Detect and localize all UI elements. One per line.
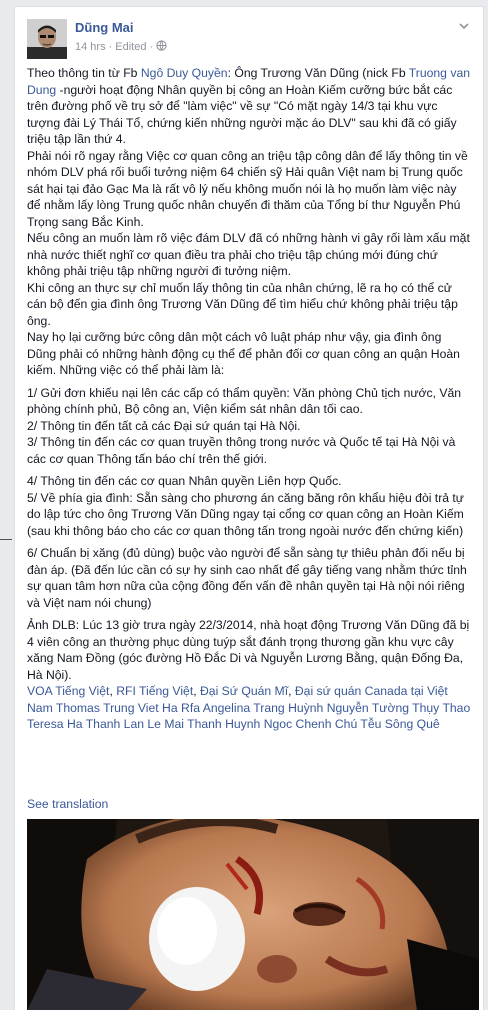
- mention-link[interactable]: Ngô Duy Quyền: [140, 66, 228, 80]
- post-body: [27, 65, 473, 733]
- paragraph: 4/ Thông tin đến các cơ quan Nhân quyền Liên hợp Quốc.: [27, 474, 342, 488]
- tag-link[interactable]: Thao Teresa Ha: [27, 700, 471, 731]
- post-meta: [75, 40, 167, 54]
- page-edge-mark: [0, 539, 12, 540]
- tag-link[interactable]: Ngoc Chenh: [263, 717, 332, 731]
- author-name[interactable]: Dũng Mai: [75, 20, 134, 35]
- globe-icon[interactable]: [156, 40, 167, 54]
- tag-link[interactable]: RFI Tiếng Việt: [116, 684, 194, 698]
- tag-link[interactable]: Chú Tễu: [334, 717, 382, 731]
- meta-separator: ·: [108, 41, 113, 53]
- tag-link[interactable]: Thomas Trung Viet Ha: [55, 700, 178, 715]
- tag-link[interactable]: Đại sứ quán Canada tại Việt Nam: [27, 684, 448, 715]
- post-card: [14, 6, 484, 1010]
- paragraph: 6/ Chuẩn bị xăng (đủ dùng) buộc vào người để sẵn sàng tự thiêu phản đối nếu bị đàn áp. (Đã đến lúc cần có sự hy sinh cao nhất để gây tiếng vang nhằm thức tỉnh sự quan tâm hơn nữa của cộng đồng đến vấn đề nhân quyền tại Hà nội nói riêng và Việt nam nói chung): [27, 546, 467, 610]
- timestamp[interactable]: 14 hrs: [75, 41, 106, 53]
- chevron-down-icon[interactable]: [457, 19, 471, 33]
- paragraph: 5/ Về phía gia đình: Sẵn sàng cho phương án căng băng rôn khẩu hiệu đòi trả tự do lập tức cho ông Trương Văn Dũng ngay tại cổng cơ quan công an Hoàn Kiếm (sau khi thông báo cho các cơ quan thông tấn trong ngoài nước đến chứng kiến): [27, 490, 464, 538]
- paragraph: Khi công an thực sự chỉ muốn lấy thông tin của nhân chứng, lẽ ra họ có thể cử cán bộ đến gia đình ông Trương Văn Dũng để tìm hiểu chứ không phải triệu tập ông.: [27, 280, 458, 328]
- mention-link[interactable]: Truong van Dung: [27, 66, 470, 97]
- meta-separator: ·: [149, 41, 154, 53]
- avatar[interactable]: [27, 19, 67, 59]
- tag-link[interactable]: Huỳnh Nguyễn Tường Thụy: [288, 700, 440, 715]
- see-translation-link[interactable]: See translation: [27, 797, 109, 811]
- paragraph: Nay họ lại cưỡng bức công dân một cách vô luật pháp như vậy, gia đình ông Dũng phải có những hành động cụ thể để phản đối cơ quan công an quận Hoàn kiếm. Những việc có thể phải làm là:: [27, 330, 460, 377]
- tag-link[interactable]: Đại Sứ Quán Mĩ: [200, 684, 289, 698]
- tag-link[interactable]: Mai Thanh Huynh: [164, 717, 261, 731]
- edited-label[interactable]: Edited: [115, 41, 147, 53]
- paragraph: Phải nói rõ ngay rằng Việc cơ quan công an triệu tập công dân để lấy thông tin về nhóm DLV phá rối buổi tưởng niệm 64 chiến sỹ Hải quân Việt nam bị Trung quốc sát hại tại đảo Gạc Ma là rất vô lý nếu không muốn nói là họ muốn làm việc này để nhằm lấy lòng Trung quốc nhân chuyến đi thăm của Tổng bí thư Nguyễn Phú Trọng sang Bắc Kinh.: [27, 148, 468, 229]
- paragraph: Theo thông tin từ Fb Ngô Duy Quyền: Ông Trương Văn Dũng (nick Fb Truong van Dung -người hoạt động Nhân quyền bị công an Hoàn Kiếm cưỡng bức bắt các trên đường phố về trụ sở để "làm việc" về sự "Có mặt ngày 14/3 tại khu vực tượng đài Lý Thái Tổ, chứng kiến những người mặc áo DLV" sau khi đã có giấy triệu tập lần thứ 4.: [27, 66, 470, 146]
- tagged-people: VOA Tiếng Việt, RFI Tiếng Việt, Đại Sứ Quán Mĩ, Đại sứ quán Canada tại Việt Nam Thomas Trung Viet Ha Rfa Angelina Trang Huỳnh Nguyễn Tường Thụy Thao Teresa Ha Thanh Lan Le Mai Thanh Huynh Ngoc Chenh Chú Tễu Sông Quê: [27, 684, 471, 731]
- tag-link[interactable]: Rfa Angelina Trang: [181, 700, 285, 715]
- post-photo[interactable]: [27, 819, 479, 1010]
- paragraph: Nếu công an muốn làm rõ việc đám DLV đã có những hành vi gây rối làm xấu mặt nhà nước thiết nghĩ cơ quan điều tra phải cho triệu tập chúng mới đúng chứ không phải triệu tập những người đi tưởng niệm.: [27, 231, 470, 278]
- paragraph: 1/ Gửi đơn khiếu nại lên các cấp có thẩm quyền: Văn phòng Chủ tịch nước, Văn phòng chính phủ, Bộ công an, Viện kiểm sát nhân dân tối cao.: [27, 385, 462, 416]
- paragraph: 2/ Thông tin đến tất cả các Đại sứ quán tại Hà Nội.: [27, 418, 301, 433]
- tag-link[interactable]: Sông Quê: [384, 717, 440, 731]
- paragraph: 3/ Thông tin đến các cơ quan truyền thông trong nước và Quốc tế tại Hà Nội và các cơ quan Thông tấn báo chí trên thế giới.: [27, 435, 456, 466]
- tag-link[interactable]: VOA Tiếng Việt: [27, 684, 110, 698]
- tag-link[interactable]: Thanh Lan Le: [85, 717, 161, 731]
- paragraph: Ảnh DLB: Lúc 13 giờ trưa ngày 22/3/2014, nhà hoạt động Trương Văn Dũng đã bị 4 viên công an thường phục dùng tuýp sắt đánh trọng thương gần khu vực cây xăng Nam Đồng (góc đường Hồ Đắc Di và Nguyễn Lương Bằng, quận Đống Đa, Hà Nội).: [27, 618, 470, 682]
